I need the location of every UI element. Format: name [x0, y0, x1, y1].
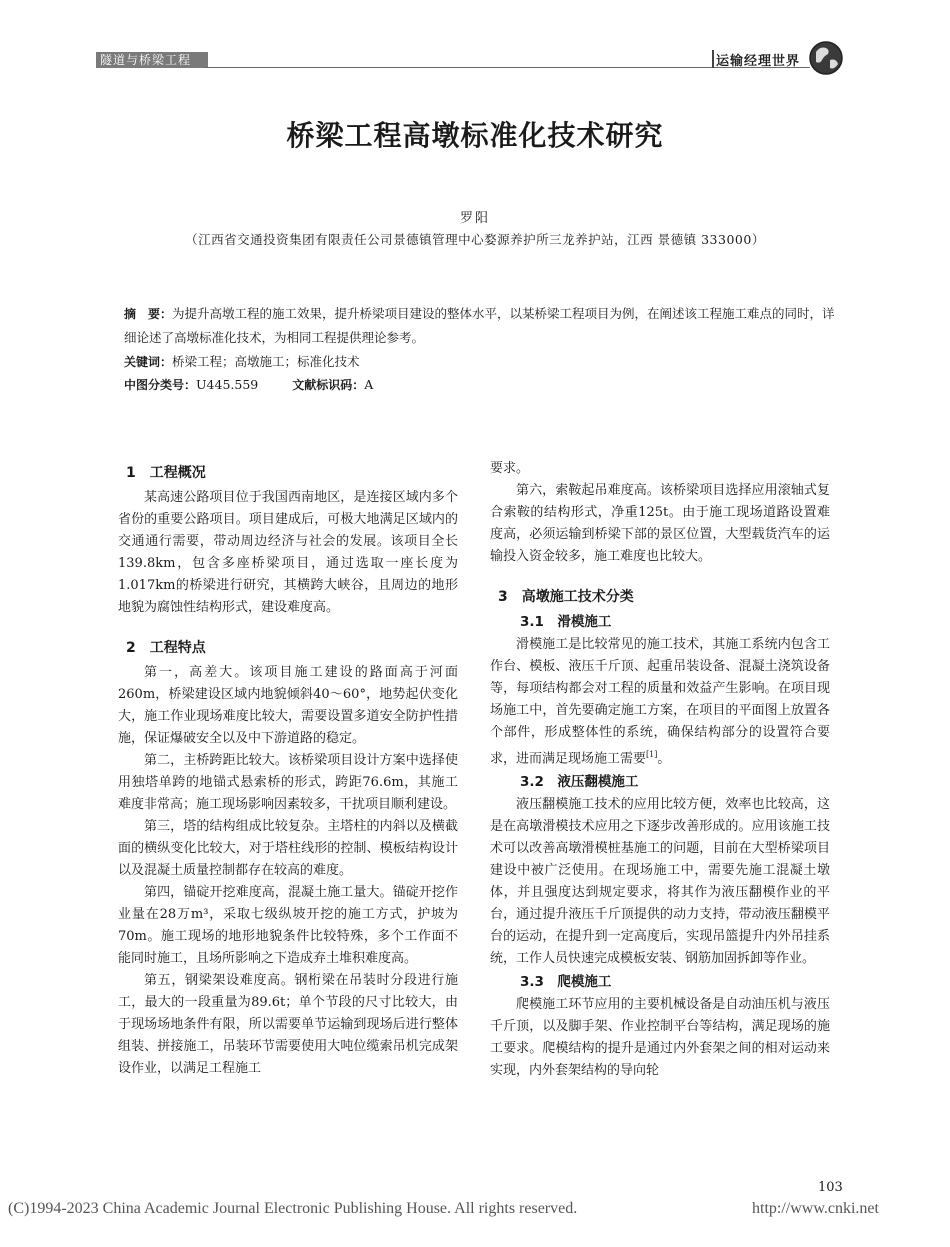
page-title: 桥梁工程高墩标准化技术研究: [286, 119, 664, 152]
subsection-heading: 3.1 滑模施工: [520, 614, 612, 630]
section-heading: 2 工程特点: [126, 640, 206, 656]
keywords-label: 关键词：: [124, 355, 173, 369]
cnki-url: http://www.cnki.net: [752, 1200, 879, 1217]
paragraph-text: 滑模施工是比较常见的施工技术，其施工系统内包含工作台、模板、液压千斤顶、起重吊装设备、混凝土浇筑设备等，每项结构都会对工程的质量和效益产生影响。在项目现场施工中，首先要确定施工方案，在项目的平面图上放置各个部件，形成整体性的系统，确保结构部分的设置符合要求，进而满足现场施工需要: [490, 637, 830, 767]
keywords: [124, 350, 844, 374]
paragraph: 要求。: [490, 461, 530, 476]
journal-name: 运输经理世界: [716, 54, 801, 69]
abstract: [124, 302, 844, 349]
paragraph: 第四，锚碇开挖难度高，混凝土施工量大。锚碇开挖作业量在28万m³，采取七级纵坡开挖的施工方式，护坡为70m。施工现场的地形地貌条件比较特殊，多个工作面不能同时施工，且场所影响之下造成弃土堆积难度高。: [118, 885, 458, 966]
paragraph: [490, 634, 830, 770]
class-code: U445.559: [196, 377, 259, 392]
subsection-heading: 3.2 液压翻模施工: [520, 774, 639, 791]
paragraph: 某高速公路项目位于我国西南地区，是连接区域内多个省份的重要公路项目。项目建成后，可极大地满足区域内的交通通行需要，带动周边经济与社会的发展。该项目全长139.8km，包含多座桥梁项目，通过选取一座长度为1.017km的桥梁进行研究，其横跨大峡谷，且周边的地形地貌为腐蚀性结构形式，建设难度高。: [118, 490, 458, 615]
section-label: 隧道与桥梁工程: [96, 52, 208, 68]
copyright-notice: (C)1994-2023 China Academic Journal Electronic Publishing House. All rights reserved.: [8, 1200, 578, 1217]
section-heading: 1 工程概况: [126, 465, 206, 481]
page-number: 103: [818, 1180, 843, 1195]
paragraph: 第五，钢梁架设难度高。钢桁梁在吊装时分段进行施工，最大的一段重量为89.6t；单个节段的尺寸比较大，由于现场场地条件有限，所以需要单节运输到现场后进行整体组装、拼接施工，吊装环节需要使用大吨位缆索吊机完成架设作业，以满足工程施工: [118, 973, 458, 1076]
author: 罗阳: [459, 211, 490, 226]
classification: [124, 373, 844, 397]
affiliation: （江西省交通投资集团有限责任公司景德镇管理中心婺源养护所三龙养护站，江西 景德镇 333000）: [185, 232, 765, 247]
paragraph: 第二，主桥跨距比较大。该桥梁项目设计方案中选择使用独塔单跨的地锚式悬索桥的形式，跨距76.6m，其施工难度非常高；施工现场影响因素较多，干扰项目顺利建设。: [118, 753, 458, 812]
paragraph: 第三，塔的结构组成比较复杂。主塔柱的内斜以及横截面的横纵变化比较大，对于塔柱线形的控制、模板结构设计以及混凝土质量控制都存在较高的难度。: [118, 819, 458, 878]
left-column: [118, 458, 458, 1080]
paragraph-end: 。: [657, 751, 671, 767]
class-label: 中图分类号：: [124, 378, 197, 392]
header-divider: [712, 50, 714, 68]
abstract-label: 摘 要：: [124, 307, 173, 321]
globe-logo-icon: [808, 40, 844, 76]
keywords-text: 桥梁工程；高墩施工；标准化技术: [172, 354, 360, 369]
paragraph: 第一，高差大。该项目施工建设的路面高于河面260m，桥梁建设区域内地貌倾斜40～60°，地势起伏变化大，施工作业现场难度比较大，需要设置多道安全防护性措施，保证爆破安全以及中下游道路的稳定。: [118, 665, 458, 746]
section-heading: 3 高墩施工技术分类: [498, 589, 634, 605]
doc-code-label: 文献标识码：: [292, 378, 365, 392]
paragraph: 液压翻模施工技术的应用比较方便，效率也比较高，这是在高墩滑模技术应用之下逐步改善形成的。应用该施工技术可以改善高墩滑模桩基施工的问题，目前在大型桥梁项目建设中被广泛使用。在现场施工中，需要先施工混凝土墩体，并且强度达到规定要求，将其作为液压翻模作业的平台，通过提升液压千斤顶提供的动力支持，带动液压翻模平台的运动，在提升到一定高度后，实现吊篮提升内外吊挂系统，工作人员快速完成模板安装、钢筋加固拆卸等作业。: [490, 797, 830, 967]
paragraph: 第六，索鞍起吊难度高。该桥梁项目选择应用滚轴式复合索鞍的结构形式，净重125t。由于施工现场道路设置难度高，必须运输到桥梁下部的景区位置，大型载货汽车的运输投入资金较多，施工难度也比较大。: [490, 483, 830, 564]
paragraph: 爬模施工环节应用的主要机械设备是自动油压机与液压千斤顶，以及脚手架、作业控制平台等结构，满足现场的施工要求。爬模结构的提升是通过内外套架之间的相对运动来实现，内外套架结构的导向轮: [490, 997, 830, 1079]
right-column: [490, 458, 830, 1082]
subsection-heading: 3.3 爬模施工: [520, 974, 612, 991]
doc-code: A: [364, 377, 374, 392]
citation: [1]: [646, 750, 658, 759]
abstract-text: 为提升高墩工程的施工效果，提升桥梁项目建设的整体水平，以某桥梁工程项目为例，在阐述该工程施工难点的同时，详细论述了高墩标准化技术，为相同工程提供理论参考。: [124, 306, 835, 345]
